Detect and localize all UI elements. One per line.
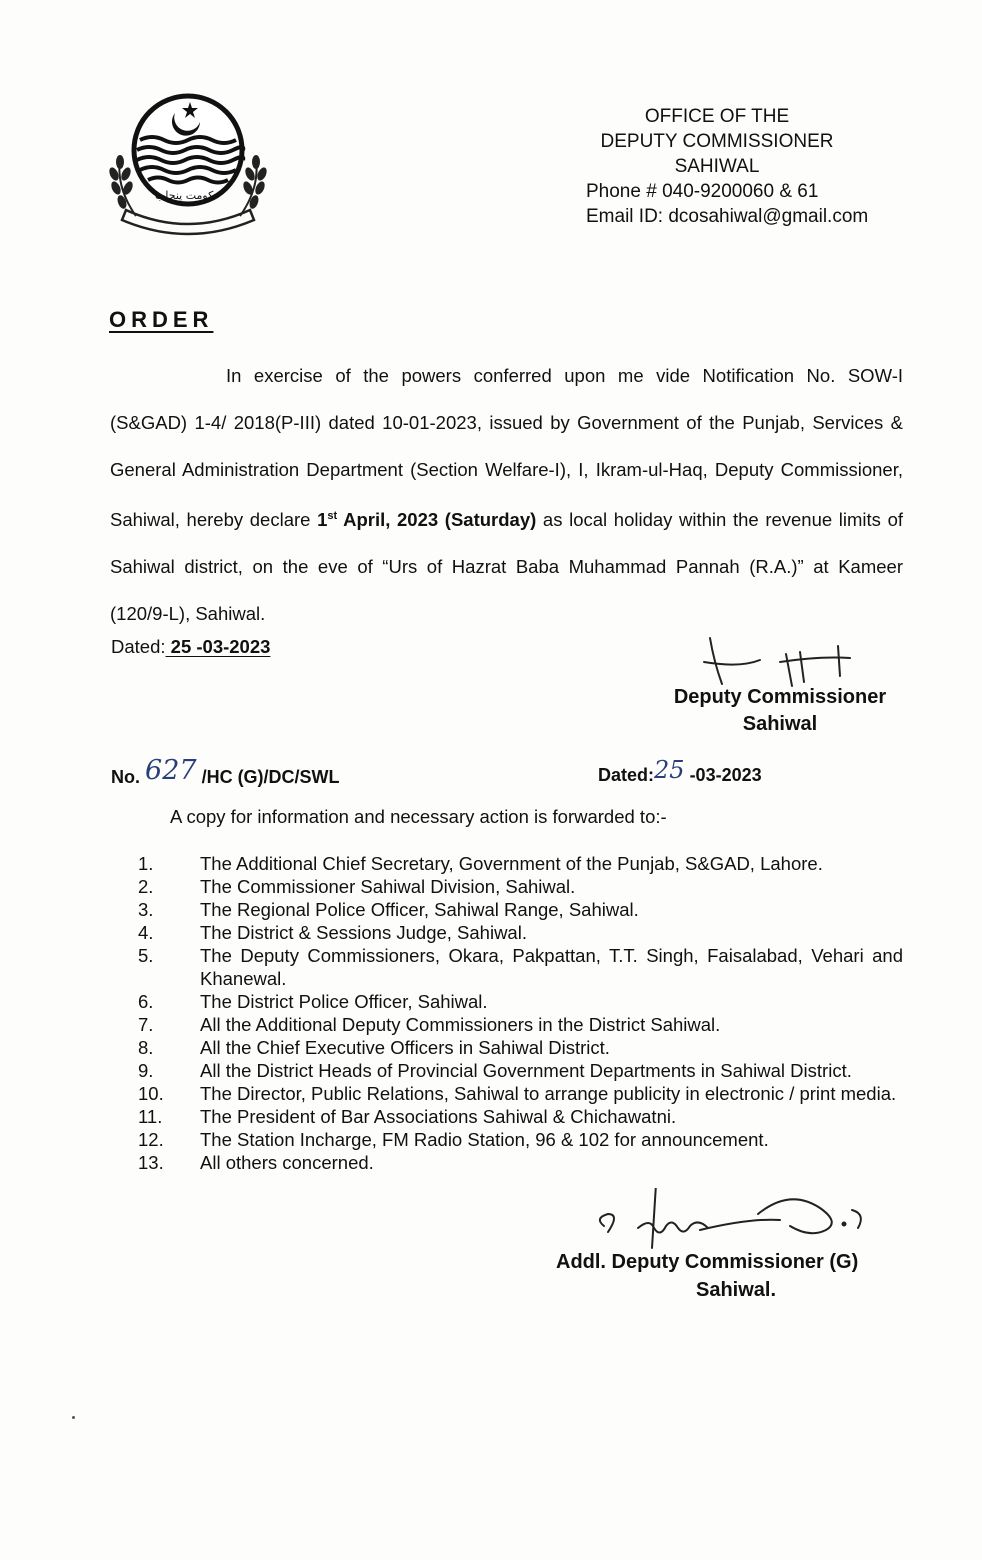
list-item-text: The District & Sessions Judge, Sahiwal. [200,922,527,943]
list-item-text: The Station Incharge, FM Radio Station, 96 & 102 for announcement. [200,1129,769,1150]
list-item-number: 3. [138,899,154,920]
reference-row [111,755,911,789]
list-item-number: 12. [138,1129,164,1150]
list-item [110,898,903,921]
list-item-text: The Regional Police Officer, Sahiwal Range, Sahiwal. [200,899,639,920]
deputy-commissioner-title [658,684,902,738]
list-item-number: 8. [138,1037,154,1058]
addl-deputy-commissioner-title [556,1248,858,1304]
list-item [110,1059,903,1082]
list-item-text: All the Additional Deputy Commissioners in the District Sahiwal. [200,1014,721,1035]
list-item-number: 4. [138,922,154,943]
list-item [110,990,903,1013]
list-item [110,944,903,990]
list-item [110,852,903,875]
list-item [110,1151,903,1174]
list-item-number: 11. [138,1106,163,1127]
list-item-text: All the District Heads of Provincial Government Departments in Sahiwal District. [200,1060,852,1081]
office-line1: OFFICE OF THE [644,106,790,127]
list-item-text: The Deputy Commissioners, Okara, Pakpattan, T.T. Singh, Faisalabad, Vehari and Khanewal. [200,945,903,989]
list-item-text: The District Police Officer, Sahiwal. [200,991,488,1012]
order-body [110,352,903,637]
list-item-text: The Director, Public Relations, Sahiwal to arrange publicity in electronic / print media. [200,1083,897,1104]
order-text-part2: as local holiday within the revenue limits of Sahiwal district, on the eve of “Urs of Hazrat Baba Muhammad Pannah (R.A.)” at Kameer (120/9-L), Sahiwal. [110,509,903,625]
distribution-list [110,852,903,1174]
reference-number: No. 627 /HC (G)/DC/SWL [111,755,340,787]
list-item-number: 6. [138,991,154,1012]
list-item-number: 5. [138,945,154,966]
list-item [110,1105,903,1128]
signatory1-line1: Deputy Commissioner [673,686,887,708]
list-item-number: 2. [138,876,154,897]
list-item-text: All the Chief Executive Officers in Sahiwal District. [200,1037,610,1058]
order-heading: ORDER [109,307,214,332]
handwritten-day: 25 [654,756,685,784]
reference-date: Dated:25 -03-2023 [598,756,762,785]
order-text-part1: In exercise of the powers conferred upon me vide Notification No. SOW-I (S&GAD) 1-4/ 2018(P-III) dated 10-01-2023, issued by Government of the Punjab, Services & General Administration Department (Section Welfare-I), I, Ikram-ul-Haq, Deputy Commissioner, Sahiwal, hereby declare [110,365,903,531]
emblem-urdu-text: حکومت پنجاب [155,189,221,202]
office-header [586,104,868,229]
list-item [110,921,903,944]
list-item-number: 9. [138,1060,154,1081]
list-item-text: The Additional Chief Secretary, Government of the Punjab, S&GAD, Lahore. [200,853,823,874]
list-item-text: All others concerned. [200,1152,374,1173]
list-item [110,1128,903,1151]
list-item [110,1036,903,1059]
list-item-number: 7. [138,1014,154,1035]
list-item-number: 10. [138,1083,164,1104]
copy-forward-line: A copy for information and necessary action is forwarded to:- [170,806,667,827]
dated-value: 25 -03-2023 [165,636,271,657]
signatory2-line1: Addl. Deputy Commissioner (G) [556,1251,859,1273]
list-item-text: The President of Bar Associations Sahiwal & Chichawatni. [200,1106,677,1127]
signatory2-line2: Sahiwal. [696,1279,777,1301]
email-address: Email ID: dcosahiwal@gmail.com [586,206,869,227]
office-line2: DEPUTY COMMISSIONER [600,131,834,152]
signatory1-line2: Sahiwal [742,713,818,735]
list-item [110,1013,903,1036]
handwritten-number: 627 [145,755,197,786]
list-item [110,1082,903,1105]
list-item-number: 13. [138,1152,164,1173]
order-date [111,636,270,658]
scan-speck [72,1416,75,1419]
punjab-government-emblem [100,88,276,238]
phone-number: Phone # 040-9200060 & 61 [586,181,819,202]
list-item [110,875,903,898]
dated-label: Dated: [111,636,166,657]
list-item-text: The Commissioner Sahiwal Division, Sahiwal. [200,876,576,897]
list-item-number: 1. [138,853,154,874]
holiday-date: 1st April, 2023 (Saturday) [317,509,537,531]
office-line3: SAHIWAL [674,156,760,177]
